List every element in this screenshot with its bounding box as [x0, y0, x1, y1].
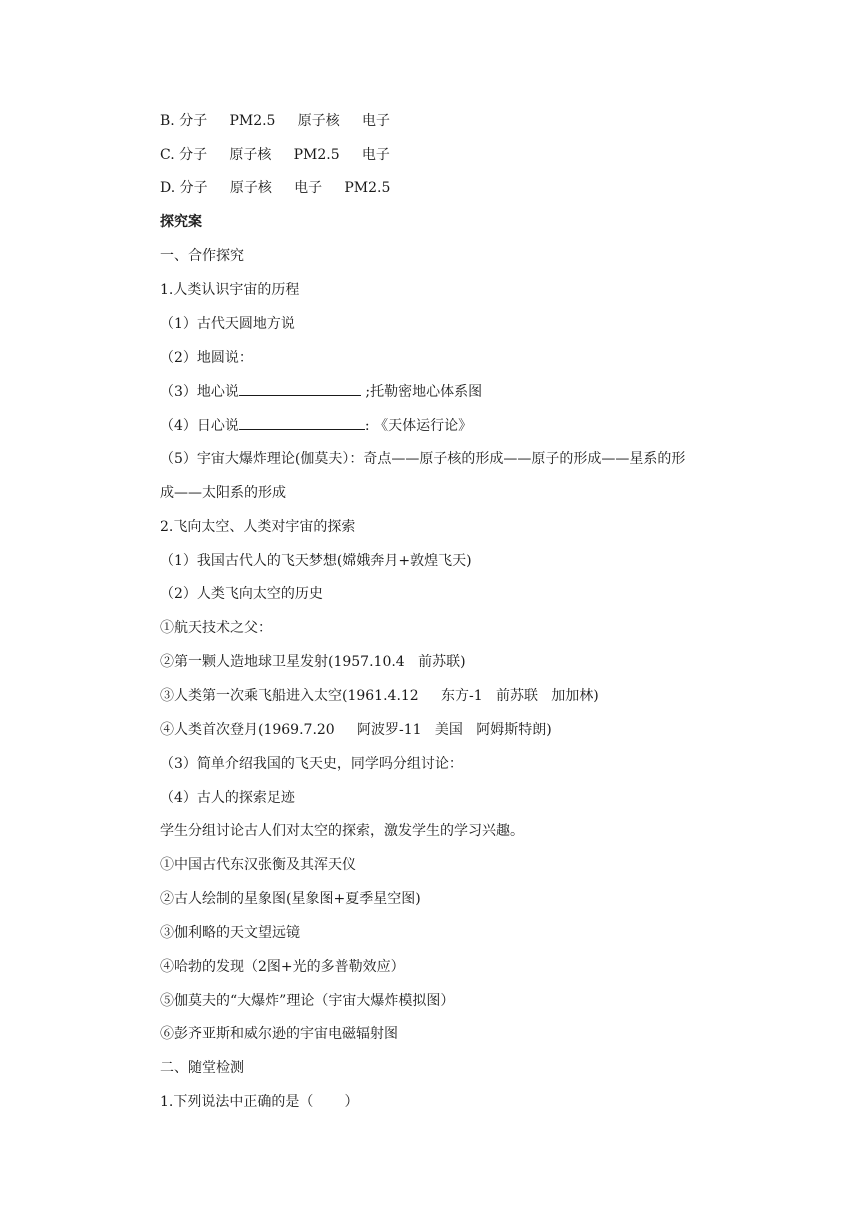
- topic1-item-4: [160, 415, 472, 435]
- topic1-item-3-suffix: ;托勒密地心体系图: [360, 384, 483, 400]
- topic2-item-12: ③伽利略的天文望远镜: [160, 925, 300, 941]
- topic2-item-8: （4）古人的探索足迹: [160, 790, 295, 806]
- option-b: B. 分子 PM2.5 原子核 电子: [160, 113, 390, 129]
- topic1-title: 1.人类认识宇宙的历程: [160, 282, 300, 298]
- topic2-item-7: （3）简单介绍我国的飞天史，同学吗分组讨论：: [160, 756, 463, 772]
- topic2-item-5: ③人类第一次乘飞船进入太空(1961.4.12 东方-1 前苏联 加加林): [160, 688, 599, 704]
- option-c: C. 分子 原子核 PM2.5 电子: [160, 147, 390, 163]
- fill-blank: [239, 381, 361, 396]
- topic1-item-4-suffix: : 《天体运行论》: [364, 418, 473, 434]
- fill-blank: [239, 415, 365, 430]
- part2-heading: 二、随堂检测: [160, 1060, 244, 1076]
- part1-heading: 一、合作探究: [160, 248, 244, 264]
- topic1-item-5: （5）宇宙大爆炸理论(伽莫夫）：奇点——原子核的形成——原子的形成——星系的形: [160, 451, 686, 467]
- topic2-item-1: （1）我国古代人的飞天梦想(嫦娥奔月+敦煌飞天): [160, 553, 472, 569]
- topic2-item-6: ④人类首次登月(1969.7.20 阿波罗-11 美国 阿姆斯特朗): [160, 722, 552, 738]
- topic2-item-14: ⑤伽莫夫的“大爆炸”理论（宇宙大爆炸模拟图）: [160, 993, 455, 1009]
- topic2-item-3: ①航天技术之父：: [160, 620, 272, 636]
- topic2-item-15: ⑥彭齐亚斯和威尔逊的宇宙电磁辐射图: [160, 1026, 398, 1042]
- topic2-item-4: ②第一颗人造地球卫星发射(1957.10.4 前苏联): [160, 654, 466, 670]
- topic2-item-13: ④哈勃的发现（2图+光的多普勒效应）: [160, 959, 405, 975]
- topic1-item-3: [160, 381, 482, 401]
- topic1-item-1: （1）古代天圆地方说: [160, 316, 295, 332]
- question-1: 1.下列说法中正确的是（ ）: [160, 1094, 359, 1110]
- option-d: D. 分子 原子核 电子 PM2.5: [160, 180, 391, 196]
- topic1-item-4-label: （4）日心说: [160, 418, 239, 434]
- topic2-item-9: 学生分组讨论古人们对太空的探索，激发学生的学习兴趣。: [160, 823, 524, 839]
- topic2-title: 2.飞向太空、人类对宇宙的探索: [160, 519, 356, 535]
- section-title: 探究案: [160, 214, 202, 230]
- topic1-item-2: （2）地圆说：: [160, 350, 253, 366]
- topic2-item-2: （2）人类飞向太空的历史: [160, 586, 323, 602]
- topic2-item-10: ①中国古代东汉张衡及其浑天仪: [160, 857, 356, 873]
- topic2-item-11: ②古人绘制的星象图(星象图+夏季星空图): [160, 891, 421, 907]
- topic1-item-3-label: （3）地心说: [160, 384, 239, 400]
- topic1-item-5-cont: 成——太阳系的形成: [160, 485, 286, 501]
